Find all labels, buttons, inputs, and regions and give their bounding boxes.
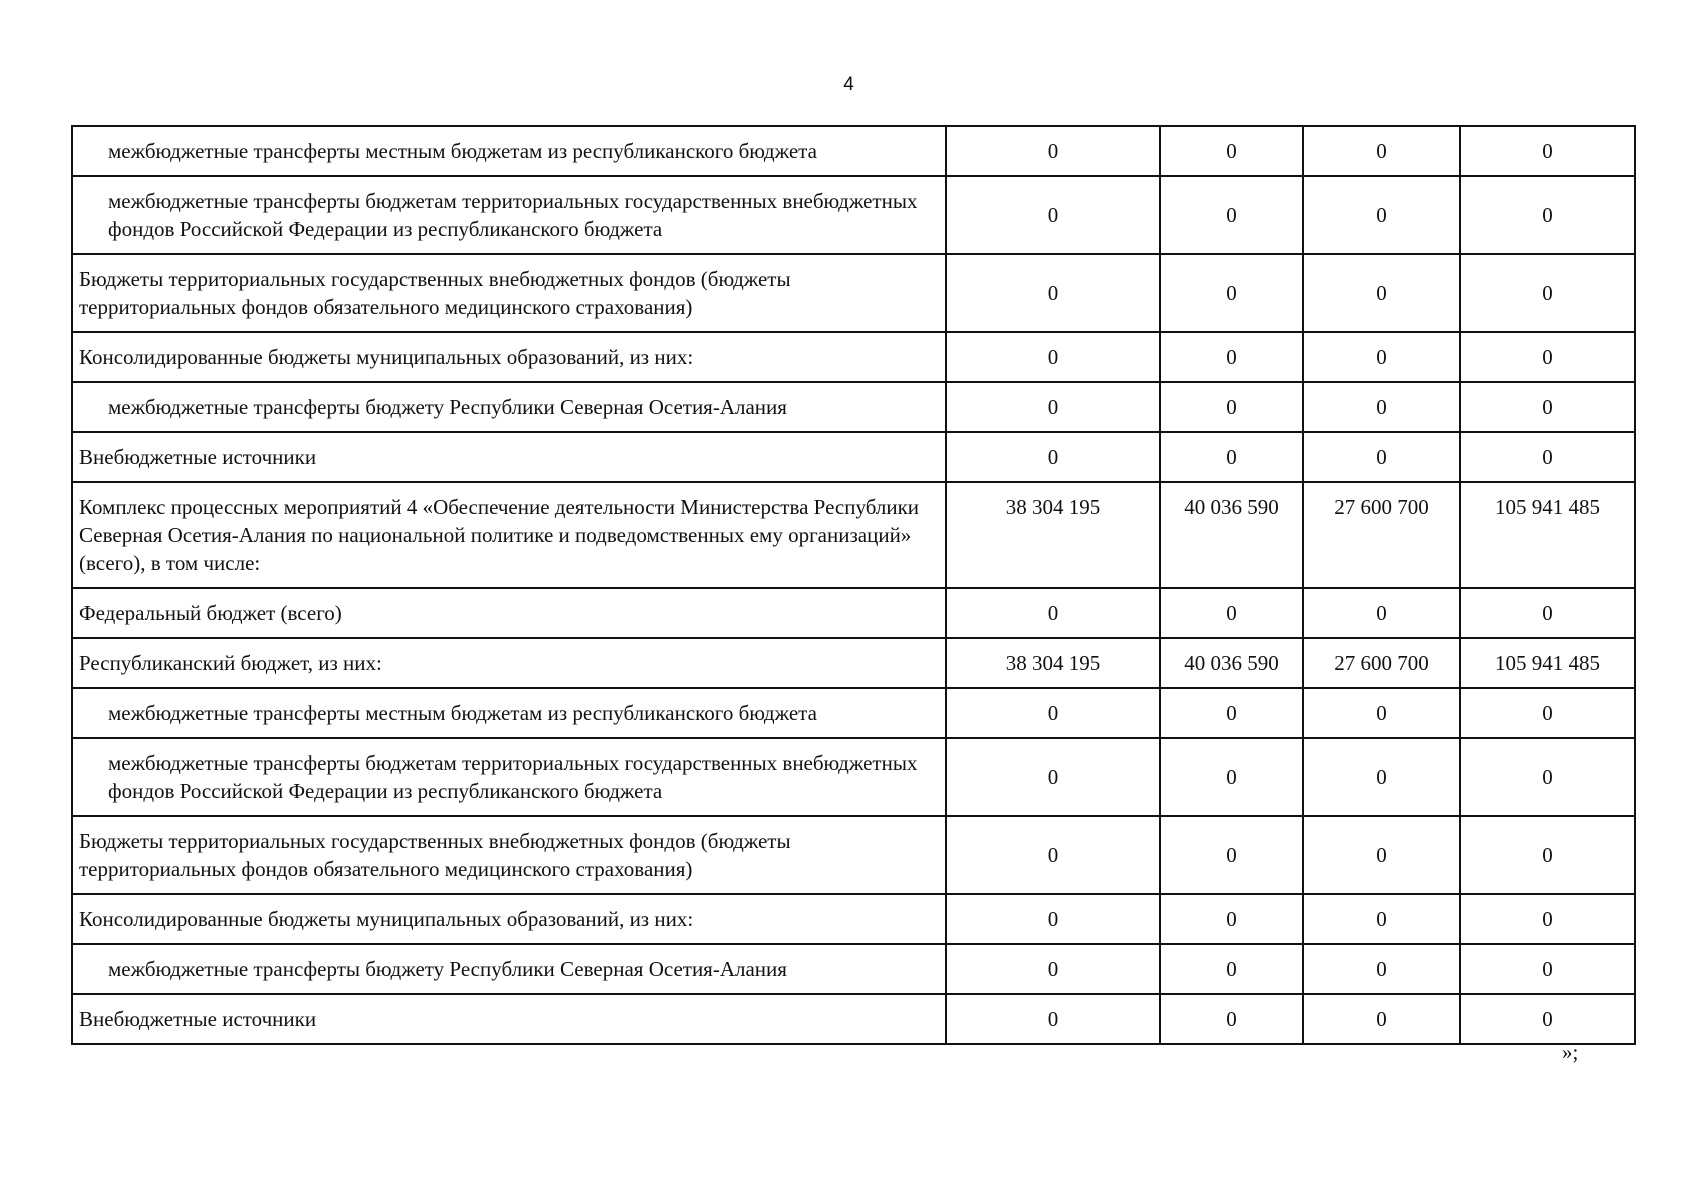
value-cell: 0 xyxy=(1460,382,1635,432)
value-cell: 0 xyxy=(946,332,1160,382)
row-label: Федеральный бюджет (всего) xyxy=(72,588,946,638)
value-cell: 0 xyxy=(1303,126,1460,176)
value-cell: 0 xyxy=(946,588,1160,638)
row-label: межбюджетные трансферты бюджетам территориальных государственных внебюджетных фондов Российской Федерации из республиканского бюджета xyxy=(72,738,946,816)
table-row xyxy=(72,944,1635,994)
value-cell: 0 xyxy=(1160,688,1303,738)
row-label: межбюджетные трансферты местным бюджетам из республиканского бюджета xyxy=(72,126,946,176)
value-cell: 0 xyxy=(946,816,1160,894)
value-cell: 0 xyxy=(946,176,1160,254)
value-cell: 0 xyxy=(946,894,1160,944)
table-row xyxy=(72,254,1635,332)
row-label: межбюджетные трансферты бюджету Республики Северная Осетия-Алания xyxy=(72,944,946,994)
row-label: Консолидированные бюджеты муниципальных образований, из них: xyxy=(72,332,946,382)
row-label: Бюджеты территориальных государственных внебюджетных фондов (бюджеты территориальных фондов обязательного медицинского страхования) xyxy=(72,816,946,894)
row-label: Внебюджетные источники xyxy=(72,994,946,1044)
table-row xyxy=(72,588,1635,638)
row-label: межбюджетные трансферты местным бюджетам из республиканского бюджета xyxy=(72,688,946,738)
value-cell: 0 xyxy=(1160,816,1303,894)
row-label: межбюджетные трансферты бюджету Республики Северная Осетия-Алания xyxy=(72,382,946,432)
value-cell: 0 xyxy=(1303,688,1460,738)
table-row xyxy=(72,332,1635,382)
value-cell: 0 xyxy=(1303,176,1460,254)
value-cell: 0 xyxy=(1460,332,1635,382)
value-cell: 0 xyxy=(1460,944,1635,994)
value-cell: 40 036 590 xyxy=(1160,638,1303,688)
table-row xyxy=(72,126,1635,176)
row-label: Консолидированные бюджеты муниципальных образований, из них: xyxy=(72,894,946,944)
value-cell: 0 xyxy=(1160,588,1303,638)
value-cell: 0 xyxy=(1160,738,1303,816)
row-label: Комплекс процессных мероприятий 4 «Обеспечение деятельности Министерства Республики Северная Осетия-Алания по национальной политике и подведомственных ему организаций» (всего), в том числе: xyxy=(72,482,946,588)
value-cell: 0 xyxy=(1160,994,1303,1044)
value-cell: 0 xyxy=(1460,816,1635,894)
value-cell: 0 xyxy=(1160,332,1303,382)
value-cell: 27 600 700 xyxy=(1303,482,1460,588)
value-cell: 0 xyxy=(1460,894,1635,944)
value-cell: 0 xyxy=(946,994,1160,1044)
value-cell: 0 xyxy=(1303,944,1460,994)
row-label: межбюджетные трансферты бюджетам территориальных государственных внебюджетных фондов Российской Федерации из республиканского бюджета xyxy=(72,176,946,254)
value-cell: 105 941 485 xyxy=(1460,638,1635,688)
table-row xyxy=(72,482,1635,588)
table-row xyxy=(72,738,1635,816)
row-label: Республиканский бюджет, из них: xyxy=(72,638,946,688)
value-cell: 0 xyxy=(946,432,1160,482)
value-cell: 40 036 590 xyxy=(1160,482,1303,588)
value-cell: 0 xyxy=(1160,126,1303,176)
value-cell: 0 xyxy=(1460,738,1635,816)
value-cell: 0 xyxy=(1160,894,1303,944)
page-number: 4 xyxy=(843,74,854,95)
table-row xyxy=(72,816,1635,894)
table-row xyxy=(72,688,1635,738)
value-cell: 0 xyxy=(1460,126,1635,176)
table-row xyxy=(72,432,1635,482)
value-cell: 0 xyxy=(946,738,1160,816)
table-row xyxy=(72,638,1635,688)
value-cell: 0 xyxy=(946,688,1160,738)
value-cell: 0 xyxy=(1160,254,1303,332)
value-cell: 0 xyxy=(1460,588,1635,638)
row-label: Бюджеты территориальных государственных внебюджетных фондов (бюджеты территориальных фондов обязательного медицинского страхования) xyxy=(72,254,946,332)
table-row xyxy=(72,894,1635,944)
value-cell: 0 xyxy=(1460,254,1635,332)
value-cell: 0 xyxy=(946,382,1160,432)
value-cell: 0 xyxy=(946,944,1160,994)
value-cell: 0 xyxy=(1303,332,1460,382)
value-cell: 0 xyxy=(1303,894,1460,944)
value-cell: 0 xyxy=(1303,588,1460,638)
value-cell: 0 xyxy=(1303,382,1460,432)
value-cell: 0 xyxy=(1303,738,1460,816)
row-label: Внебюджетные источники xyxy=(72,432,946,482)
value-cell: 0 xyxy=(1160,382,1303,432)
value-cell: 38 304 195 xyxy=(946,482,1160,588)
value-cell: 105 941 485 xyxy=(1460,482,1635,588)
budget-table-body xyxy=(72,126,1635,1044)
table-row xyxy=(72,382,1635,432)
value-cell: 0 xyxy=(1460,176,1635,254)
value-cell: 27 600 700 xyxy=(1303,638,1460,688)
value-cell: 0 xyxy=(1460,432,1635,482)
value-cell: 38 304 195 xyxy=(946,638,1160,688)
value-cell: 0 xyxy=(946,126,1160,176)
value-cell: 0 xyxy=(1460,994,1635,1044)
closing-quote-mark: »; xyxy=(1562,1040,1579,1064)
value-cell: 0 xyxy=(1160,432,1303,482)
table-row xyxy=(72,994,1635,1044)
value-cell: 0 xyxy=(1160,176,1303,254)
value-cell: 0 xyxy=(946,254,1160,332)
value-cell: 0 xyxy=(1160,944,1303,994)
value-cell: 0 xyxy=(1460,688,1635,738)
value-cell: 0 xyxy=(1303,816,1460,894)
value-cell: 0 xyxy=(1303,994,1460,1044)
table-row xyxy=(72,176,1635,254)
value-cell: 0 xyxy=(1303,432,1460,482)
budget-table xyxy=(71,125,1636,1045)
value-cell: 0 xyxy=(1303,254,1460,332)
